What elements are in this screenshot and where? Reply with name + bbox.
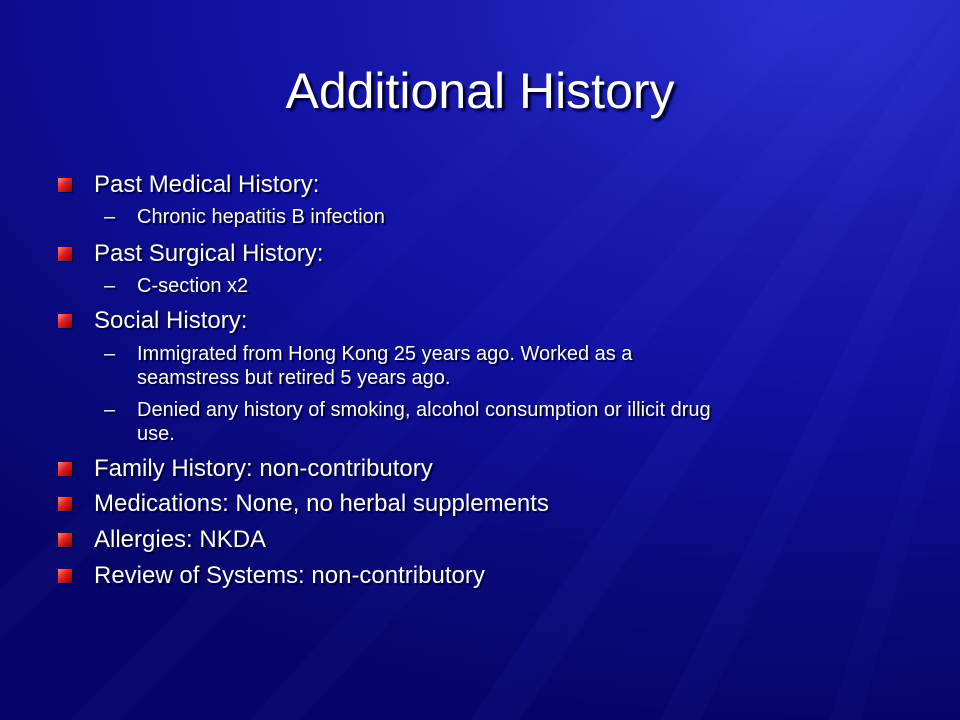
sub-item-text-continued: use. [137, 423, 175, 445]
bullet-family-history [94, 455, 433, 483]
dash-marker: – [104, 275, 116, 297]
bullet-allergies [94, 526, 266, 554]
sub-item-text-continued: seamstress but retired 5 years ago. [137, 367, 451, 389]
dash-marker: – [104, 399, 116, 421]
bullet-icon [58, 497, 72, 511]
bullet-text: Social History: [94, 307, 248, 334]
bullet-text: Family History: non-contributory [94, 455, 433, 482]
bullet-text: Review of Systems: non-contributory [94, 562, 485, 589]
sub-item-text: Denied any history of smoking, alcohol consumption or illicit drug [137, 399, 711, 421]
sub-item-text: Chronic hepatitis B infection [137, 206, 385, 228]
sub-item [104, 398, 711, 446]
bullet-past-surgical-history [94, 240, 323, 268]
dash-marker: – [104, 206, 116, 228]
bullet-icon [58, 569, 72, 583]
bullet-text: Past Surgical History: [94, 240, 324, 267]
bullet-icon [58, 533, 72, 547]
bullet-text: Allergies: NKDA [94, 526, 267, 553]
bullet-past-medical-history [94, 171, 319, 199]
bullet-icon [58, 247, 72, 261]
sub-item-text: C-section x2 [137, 275, 249, 297]
sub-item [104, 274, 249, 298]
sub-item [104, 205, 385, 229]
sub-item [104, 342, 633, 390]
bullet-icon [58, 462, 72, 476]
bullet-text: Past Medical History: [94, 171, 320, 198]
bullet-text: Medications: None, no herbal supplements [94, 490, 549, 517]
slide-title: Additional History [285, 63, 675, 119]
sub-item-text: Immigrated from Hong Kong 25 years ago. Worked as a [137, 343, 633, 365]
dash-marker: – [104, 343, 116, 365]
bullet-icon [58, 178, 72, 192]
bullet-icon [58, 314, 72, 328]
bullet-medications [94, 490, 549, 518]
bullet-review-of-systems [94, 562, 485, 590]
bullet-social-history [94, 307, 247, 335]
